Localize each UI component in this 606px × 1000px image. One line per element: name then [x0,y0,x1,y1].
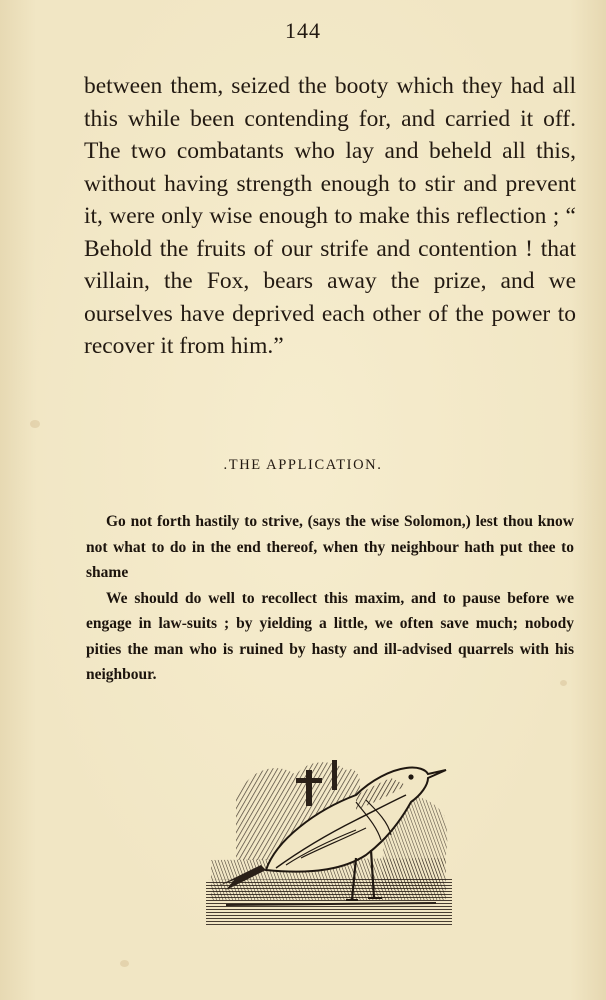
application-paragraph-2: We should do well to recollect this maxim, and to pause before we engage in law-suits ; by yielding a little, we often save much; nobody pities the man who is ruined by hasty and ill-advised quarrels with his neighbour. [86,589,574,683]
foxing-spot [120,960,129,967]
application-heading: .THE APPLICATION. [223,457,383,473]
page-number: 144 [285,18,321,43]
foxing-spot [30,420,40,428]
application-paragraph-1: Go not forth hastily to strive, (says the wise Solomon,) lest thou know not what to do in the end thereof, when thy neighbour hath put thee to shame [86,513,574,581]
fable-text-block [84,70,576,363]
woodcut-bird-icon [206,740,452,930]
fable-paragraph: between them, seized the booty which they had all this while been contending for, and carried it off. The two combatants who lay and beheld all this, without having strength enough to stir and prevent it, were only wise enough to make this reflection ; “ Behold the fruits of our strife and contention ! that villain, the Fox, bears away the prize, and we ourselves have deprived each other of the power to recover it from him.” [84,73,576,359]
application-text-block [86,509,574,688]
